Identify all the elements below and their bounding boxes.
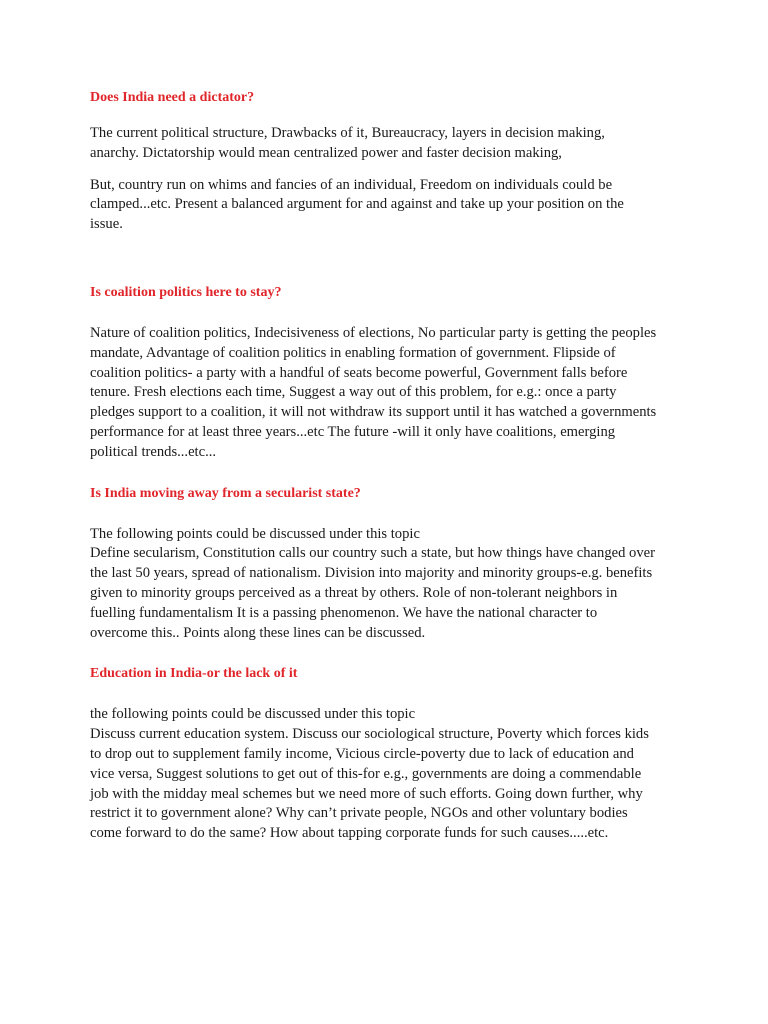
section-heading-secularism: Is India moving away from a secularist state?	[90, 485, 361, 501]
section-heading-dictator: Does India need a dictator?	[90, 90, 255, 105]
section-paragraph: The current political structure, Drawbacks of it, Bureaucracy, layers in decision making, anarchy. Dictatorship would mean centralized power and faster decision making,	[90, 125, 605, 161]
section-paragraph: the following points could be discussed under this topic Discuss current education system. Discuss our sociological structure, Poverty which forces kids to drop out to supplement family income, Vicious circle-poverty due to lack of education and vice versa, Suggest solutions to get out of this-for e.g., governments are doing a commendable job with the midday meal schemes but we need more of such efforts. Going down further, why restrict it to government alone? Why can’t private people, NGOs and other voluntary bodies come forward to do the same? How about tapping corporate funds for such causes.....etc.	[90, 706, 649, 842]
section-paragraph: But, country run on whims and fancies of an individual, Freedom on individuals could be clamped...etc. Present a balanced argument for and against and take up your position on the issue.	[90, 176, 624, 233]
document-page	[90, 88, 690, 844]
section-heading-education: Education in India-or the lack of it	[90, 666, 298, 682]
section-heading-coalition: Is coalition politics here to stay?	[90, 284, 282, 300]
section-paragraph: Nature of coalition politics, Indecisiveness of elections, No particular party is getting the peoples mandate, Advantage of coalition politics in enabling formation of government. Flipside of coalition politics- a party with a handful of seats become powerful, Government falls before tenure. Fresh elections each time, Suggest a way out of this problem, for e.g.: once a party pledges support to a coalition, it will not withdraw its support until it has watched a governments performance for at least three years...etc The future -will it only have coalitions, emerging political trends...etc...	[90, 324, 657, 460]
section-paragraph: The following points could be discussed under this topic Define secularism, Constitution calls our country such a state, but how things have changed over the last 50 years, spread of nationalism. Division into majority and minority groups-e.g. benefits given to minority groups perceived as a threat by others. Role of non-tolerant neighbors in fuelling fundamentalism It is a passing phenomenon. We have the national character to overcome this.. Points along these lines can be discussed.	[90, 525, 655, 641]
